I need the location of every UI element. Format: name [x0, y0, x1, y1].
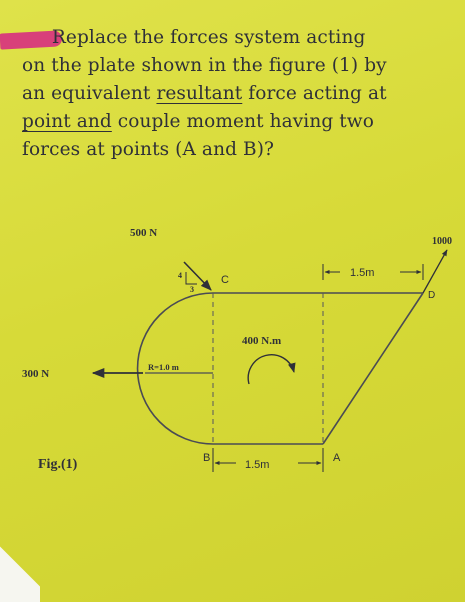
question-line-1: Replace the forces system acting: [51, 27, 366, 48]
force-1000: [423, 236, 452, 293]
figure-caption: Fig.(1): [38, 457, 78, 472]
moment-label: 400 N.m: [242, 335, 282, 347]
slope-den: 3: [190, 285, 194, 294]
radius-line: [145, 362, 213, 373]
dashed-guides: [213, 293, 323, 444]
point-c: C: [221, 274, 229, 286]
underlined-point: point and: [22, 111, 112, 132]
point-b: B: [203, 452, 211, 464]
force-500n-label: 500 N: [130, 227, 158, 239]
radius-label: R=1.0 m: [148, 362, 179, 372]
page-corner: [0, 542, 40, 602]
plate-outline: [138, 293, 423, 444]
slope-num: 4: [178, 271, 182, 280]
question-line-3: an equivalent resultant force acting at: [22, 83, 387, 104]
dim-bottom-label: 1.5m: [245, 459, 270, 471]
underlined-resultant: resultant: [156, 83, 243, 104]
force-1000-label: 1000: [432, 236, 452, 247]
force-300n: [22, 368, 143, 380]
question-line-4: point and couple moment having two: [22, 111, 374, 132]
question-line-2: on the plate shown in the figure (1) by: [22, 55, 387, 76]
force-300n-label: 300 N: [22, 368, 50, 380]
moment-400: [242, 335, 294, 384]
dim-top-label: 1.5m: [350, 267, 375, 279]
point-d: D: [428, 290, 436, 301]
point-a: A: [333, 452, 341, 464]
question-line-5: forces at points (A and B)?: [22, 139, 275, 160]
force-500n: [130, 227, 211, 294]
